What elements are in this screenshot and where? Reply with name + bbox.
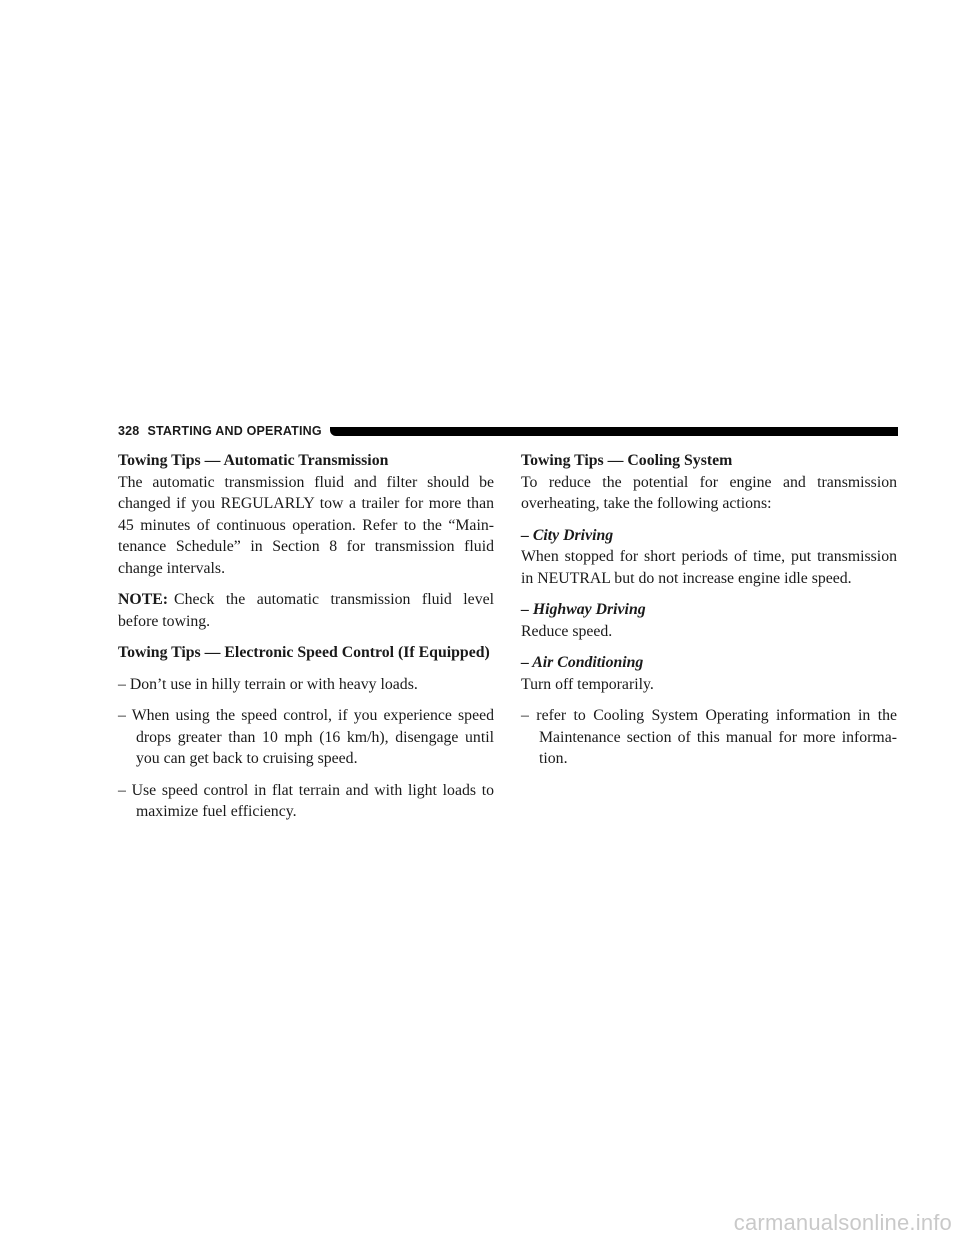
section-title: STARTING AND OPERATING (147, 424, 322, 438)
bullet-item: – Don’t use in hilly terrain or with heavy loads. (118, 675, 418, 693)
paragraph-cooling-intro: To reduce the potential for engine and transmission overheating, take the following actions: (521, 473, 897, 512)
page-number: 328 (118, 424, 140, 438)
bullet-item: – Use speed control in flat terrain and with light loads to maximize fuel efficiency. (118, 781, 494, 820)
paragraph-air-conditioning: Turn off temporarily. (521, 675, 654, 693)
right-column (521, 450, 897, 780)
note-text: Check the automatic transmission fluid level before towing. (118, 591, 494, 630)
note-label: NOTE: (118, 591, 169, 608)
paragraph-transmission-fluid: The automatic transmission fluid and filter should be changed if you REGULARLY tow a trailer for more than 45 minutes of continuous operation. Refer to the “Main-tenance Schedule” in Section 8 for transmission fluid change intervals. (118, 473, 494, 577)
heading-cooling-system: Towing Tips — Cooling System (521, 452, 733, 469)
paragraph-highway-driving: Reduce speed. (521, 622, 613, 640)
subheading-highway-driving: – Highway Driving (521, 601, 646, 618)
bullet-item: – When using the speed control, if you experience speed drops greater than 10 mph (16 km/h), disengage until you can get back to cruising speed. (118, 707, 494, 767)
bullet-item: – refer to Cooling System Operating information in the Maintenance section of this manual for more informa-tion. (521, 707, 897, 767)
left-column (118, 450, 494, 833)
subheading-air-conditioning: – Air Conditioning (521, 654, 644, 671)
subheading-city-driving: – City Driving (521, 526, 614, 544)
note-paragraph (118, 589, 494, 632)
site-watermark: carmanualsonline.info (733, 1210, 952, 1235)
heading-automatic-transmission: Towing Tips — Automatic Transmission (118, 452, 389, 469)
heading-speed-control: Towing Tips — Electronic Speed Control (If Equipped) (118, 644, 490, 661)
paragraph-city-driving: When stopped for short periods of time, put transmission in NEUTRAL but do not increase engine idle speed. (521, 548, 897, 587)
page-header (118, 424, 898, 438)
header-rule (330, 427, 898, 436)
